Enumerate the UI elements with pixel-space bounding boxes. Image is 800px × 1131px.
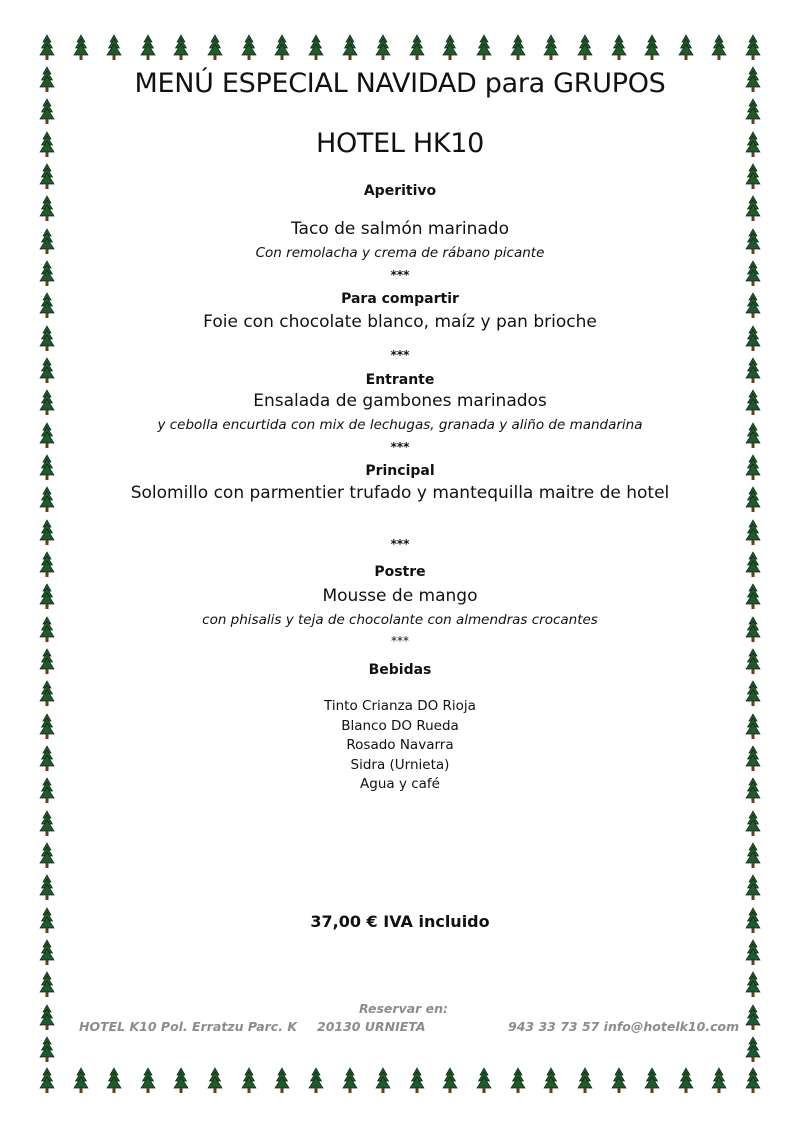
drink-item: Blanco DO Rueda [341, 717, 459, 734]
pine-tree-icon [745, 486, 761, 514]
pine-tree-icon [745, 777, 761, 805]
pine-tree-icon [745, 745, 761, 773]
drink-item: Tinto Crianza DO Rioja [324, 698, 476, 714]
pine-tree-icon [39, 616, 55, 644]
pine-tree-icon [308, 1067, 324, 1095]
pine-tree-icon [711, 34, 727, 62]
pine-tree-icon [39, 389, 55, 417]
pine-tree-icon [140, 1067, 156, 1095]
pine-tree-icon [510, 34, 526, 62]
postre-description: con phisalis y teja de chocolante con almendras crocantes [202, 612, 598, 628]
pine-tree-icon [39, 325, 55, 353]
pine-tree-icon [106, 1067, 122, 1095]
pine-tree-icon [644, 34, 660, 62]
pine-tree-icon [39, 486, 55, 514]
pine-tree-icon [375, 1067, 391, 1095]
section-compartir-heading: Para compartir [341, 291, 459, 307]
pine-tree-icon [611, 1067, 627, 1095]
section-aperitivo-heading: Aperitivo [363, 183, 437, 199]
pine-tree-icon [39, 745, 55, 773]
entrante-dish: Ensalada de gambones marinados [253, 391, 547, 411]
pine-tree-icon [342, 1067, 358, 1095]
pine-tree-icon [644, 1067, 660, 1095]
pine-tree-icon [39, 357, 55, 385]
pine-tree-icon [745, 648, 761, 676]
pine-tree-icon [39, 1036, 55, 1064]
separator: *** [390, 537, 410, 551]
pine-tree-icon [207, 34, 223, 62]
pine-tree-icon [745, 131, 761, 159]
pine-tree-icon [745, 34, 761, 62]
pine-tree-icon [39, 195, 55, 223]
pine-tree-icon [39, 66, 55, 94]
pine-tree-icon [577, 34, 593, 62]
pine-tree-icon [745, 616, 761, 644]
pine-tree-icon [39, 292, 55, 320]
pine-tree-icon [39, 34, 55, 62]
pine-tree-icon [577, 1067, 593, 1095]
footer-contact: 943 33 73 57 info@hotelk10.com [508, 1019, 740, 1034]
menu-title: MENÚ ESPECIAL NAVIDAD para GRUPOS [134, 68, 666, 99]
pine-tree-icon [39, 907, 55, 935]
pine-tree-icon [745, 939, 761, 967]
separator: *** [390, 440, 410, 454]
separator: *** [390, 348, 410, 362]
pine-tree-icon [39, 163, 55, 191]
pine-tree-icon [39, 131, 55, 159]
entrante-description: y cebolla encurtida con mix de lechugas, granada y aliño de mandarina [157, 417, 643, 433]
pine-tree-icon [745, 971, 761, 999]
separator: *** [391, 634, 409, 648]
compartir-dish: Foie con chocolate blanco, maíz y pan brioche [203, 312, 597, 332]
pine-tree-icon [39, 777, 55, 805]
pine-tree-icon [39, 583, 55, 611]
pine-tree-icon [745, 583, 761, 611]
pine-tree-icon [745, 519, 761, 547]
section-principal-heading: Principal [365, 463, 435, 479]
pine-tree-icon [745, 842, 761, 870]
pine-tree-icon [39, 971, 55, 999]
pine-tree-icon [39, 260, 55, 288]
postre-dish: Mousse de mango [322, 586, 478, 606]
principal-dish: Solomillo con parmentier trufado y mantequilla maitre de hotel [130, 483, 670, 503]
pine-tree-icon [678, 1067, 694, 1095]
pine-tree-icon [39, 1004, 55, 1032]
pine-tree-icon [241, 1067, 257, 1095]
pine-tree-icon [745, 680, 761, 708]
pine-tree-icon [476, 34, 492, 62]
pine-tree-icon [611, 34, 627, 62]
drink-item: Agua y café [360, 776, 440, 792]
pine-tree-icon [745, 422, 761, 450]
pine-tree-icon [745, 66, 761, 94]
pine-tree-icon [39, 1067, 55, 1095]
pine-tree-icon [745, 454, 761, 482]
pine-tree-icon [745, 228, 761, 256]
section-entrante-heading: Entrante [365, 372, 435, 388]
pine-tree-icon [711, 1067, 727, 1095]
pine-tree-icon [173, 1067, 189, 1095]
section-postre-heading: Postre [374, 564, 426, 580]
drinks-list [70, 697, 730, 795]
separator: *** [390, 268, 410, 282]
pine-tree-icon [39, 454, 55, 482]
pine-tree-icon [745, 810, 761, 838]
pine-tree-icon [140, 34, 156, 62]
pine-tree-icon [745, 907, 761, 935]
pine-tree-icon [375, 34, 391, 62]
menu-price: 37,00 € IVA incluido [310, 912, 490, 931]
pine-tree-icon [39, 551, 55, 579]
pine-tree-icon [342, 34, 358, 62]
pine-tree-icon [510, 1067, 526, 1095]
section-bebidas-heading: Bebidas [368, 662, 432, 678]
pine-tree-icon [39, 810, 55, 838]
pine-tree-icon [745, 389, 761, 417]
footer-city: 20130 URNIETA [317, 1019, 426, 1034]
pine-tree-icon [39, 519, 55, 547]
footer-address: HOTEL K10 Pol. Erratzu Parc. K [79, 1019, 297, 1034]
pine-tree-icon [745, 874, 761, 902]
pine-tree-icon [442, 1067, 458, 1095]
pine-tree-icon [39, 228, 55, 256]
pine-tree-icon [409, 1067, 425, 1095]
pine-tree-icon [241, 34, 257, 62]
pine-tree-icon [39, 648, 55, 676]
aperitivo-description: Con remolacha y crema de rábano picante [255, 245, 545, 261]
pine-tree-icon [476, 1067, 492, 1095]
pine-tree-icon [308, 34, 324, 62]
pine-tree-icon [745, 163, 761, 191]
pine-tree-icon [73, 34, 89, 62]
pine-tree-icon [745, 98, 761, 126]
aperitivo-dish: Taco de salmón marinado [290, 219, 509, 239]
pine-tree-icon [39, 422, 55, 450]
pine-tree-icon [106, 34, 122, 62]
pine-tree-icon [745, 1004, 761, 1032]
pine-tree-icon [39, 939, 55, 967]
pine-tree-icon [745, 357, 761, 385]
pine-tree-icon [39, 713, 55, 741]
pine-tree-icon [39, 842, 55, 870]
pine-tree-icon [207, 1067, 223, 1095]
pine-tree-icon [745, 551, 761, 579]
pine-tree-icon [678, 34, 694, 62]
pine-tree-icon [73, 1067, 89, 1095]
pine-tree-icon [39, 874, 55, 902]
pine-tree-icon [39, 98, 55, 126]
pine-tree-icon [442, 34, 458, 62]
pine-tree-icon [543, 34, 559, 62]
pine-tree-icon [745, 1067, 761, 1095]
pine-tree-icon [745, 713, 761, 741]
pine-tree-icon [39, 680, 55, 708]
pine-tree-icon [745, 292, 761, 320]
hotel-name: HOTEL HK10 [315, 128, 485, 159]
pine-tree-icon [274, 34, 290, 62]
footer-reservar: Reservar en: [359, 1001, 449, 1016]
drink-item: Sidra (Urnieta) [350, 756, 450, 773]
pine-tree-icon [409, 34, 425, 62]
pine-tree-icon [543, 1067, 559, 1095]
pine-tree-icon [274, 1067, 290, 1095]
pine-tree-icon [173, 34, 189, 62]
pine-tree-icon [745, 195, 761, 223]
drink-item: Rosado Navarra [346, 737, 454, 753]
pine-tree-icon [745, 325, 761, 353]
pine-tree-icon [745, 1036, 761, 1064]
pine-tree-icon [745, 260, 761, 288]
